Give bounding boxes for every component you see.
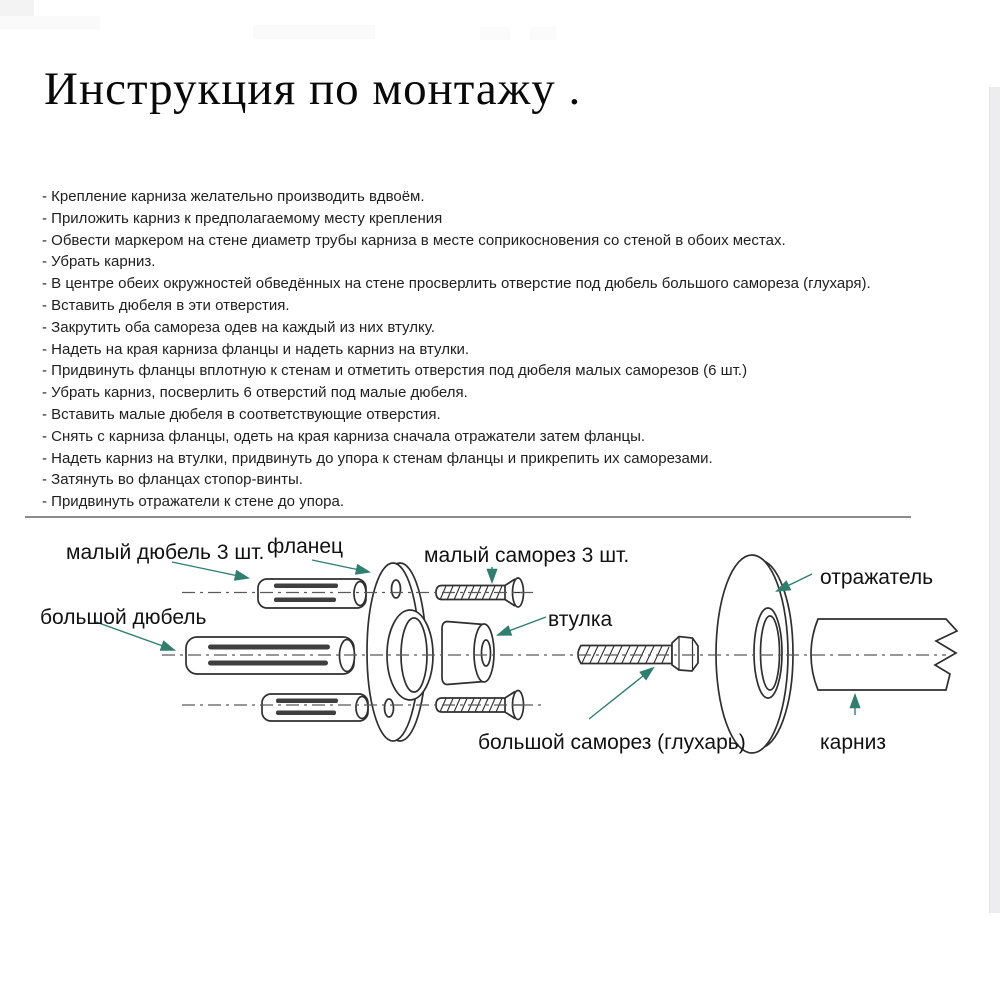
small-dowel-bottom-part bbox=[262, 694, 368, 721]
scan-artifact bbox=[480, 27, 510, 40]
instruction-item: - Придвинуть отражатели к стене до упора. bbox=[42, 493, 345, 511]
flange-part bbox=[367, 563, 433, 741]
small-screw-label: малый саморез 3 шт. bbox=[424, 544, 630, 567]
big-dowel-label: большой дюбель bbox=[40, 606, 207, 629]
scan-artifact bbox=[530, 27, 556, 40]
scan-artifact bbox=[0, 16, 100, 29]
instruction-item: - Затянуть во фланцах стопор-винты. bbox=[42, 471, 303, 489]
instruction-item: - Обвести маркером на стене диаметр трубы карниза в месте соприкосновения со стеной в обоих местах. bbox=[42, 231, 786, 249]
cornice-label: карниз bbox=[820, 731, 886, 754]
instruction-item: - Придвинуть фланцы вплотную к стенам и отметить отверстия под дюбеля малых саморезов (6 шт.) bbox=[42, 362, 748, 380]
instruction-item: - Надеть карниз на втулки, придвинуть до упора к стенам фланцы и прикрепить их саморезами. bbox=[42, 449, 713, 467]
bushing-label: втулка bbox=[548, 608, 613, 631]
instruction-item: - Приложить карниз к предполагаемому месту крепления bbox=[42, 209, 443, 227]
instruction-item: - Убрать карниз, посверлить 6 отверстий под малые дюбеля. bbox=[42, 384, 468, 402]
reflector-arrow bbox=[777, 574, 812, 591]
assembly-diagram bbox=[0, 518, 1000, 790]
small-dowel-label: малый дюбель 3 шт. bbox=[66, 541, 265, 564]
reflector-part bbox=[716, 555, 793, 753]
flange-arrow bbox=[312, 560, 369, 572]
small-dowel-arrow bbox=[172, 562, 248, 578]
instruction-item: - Вставить дюбеля в эти отверстия. bbox=[42, 296, 290, 314]
instruction-item: - Закрутить оба самореза одев на каждый из них втулку. bbox=[42, 318, 435, 336]
instruction-item: - Убрать карниз. bbox=[42, 253, 156, 271]
scan-artifact bbox=[253, 25, 375, 39]
bushing-arrow bbox=[498, 617, 546, 635]
reflector-label: отражатель bbox=[820, 566, 934, 589]
big-screw-part bbox=[578, 637, 698, 672]
instruction-item: - Снять с карниза фланцы, одеть на края карниза сначала отражатели затем фланцы. bbox=[42, 427, 646, 445]
flange-label: фланец bbox=[267, 535, 344, 558]
instruction-item: - Крепление карниза желательно производить вдвоём. bbox=[42, 188, 425, 205]
scan-artifact bbox=[0, 0, 34, 16]
big-screw-label: большой саморез (глухарь) bbox=[478, 731, 746, 754]
big-screw-arrow bbox=[589, 668, 653, 719]
instruction-item: - Вставить малые дюбеля в соответствующие отверстия. bbox=[42, 405, 441, 423]
bushing-part bbox=[442, 622, 494, 685]
instruction-item: - В центре обеих окружностей обведённых на стене просверлить отверстие под дюбель большого самореза (глухаря). bbox=[42, 275, 871, 293]
page-title: Инструкция по монтажу . bbox=[44, 63, 582, 115]
small-dowel-top-part bbox=[258, 579, 366, 608]
instruction-list bbox=[42, 186, 871, 513]
instruction-item: - Надеть на края карниза фланцы и надеть карниз на втулки. bbox=[42, 340, 470, 358]
